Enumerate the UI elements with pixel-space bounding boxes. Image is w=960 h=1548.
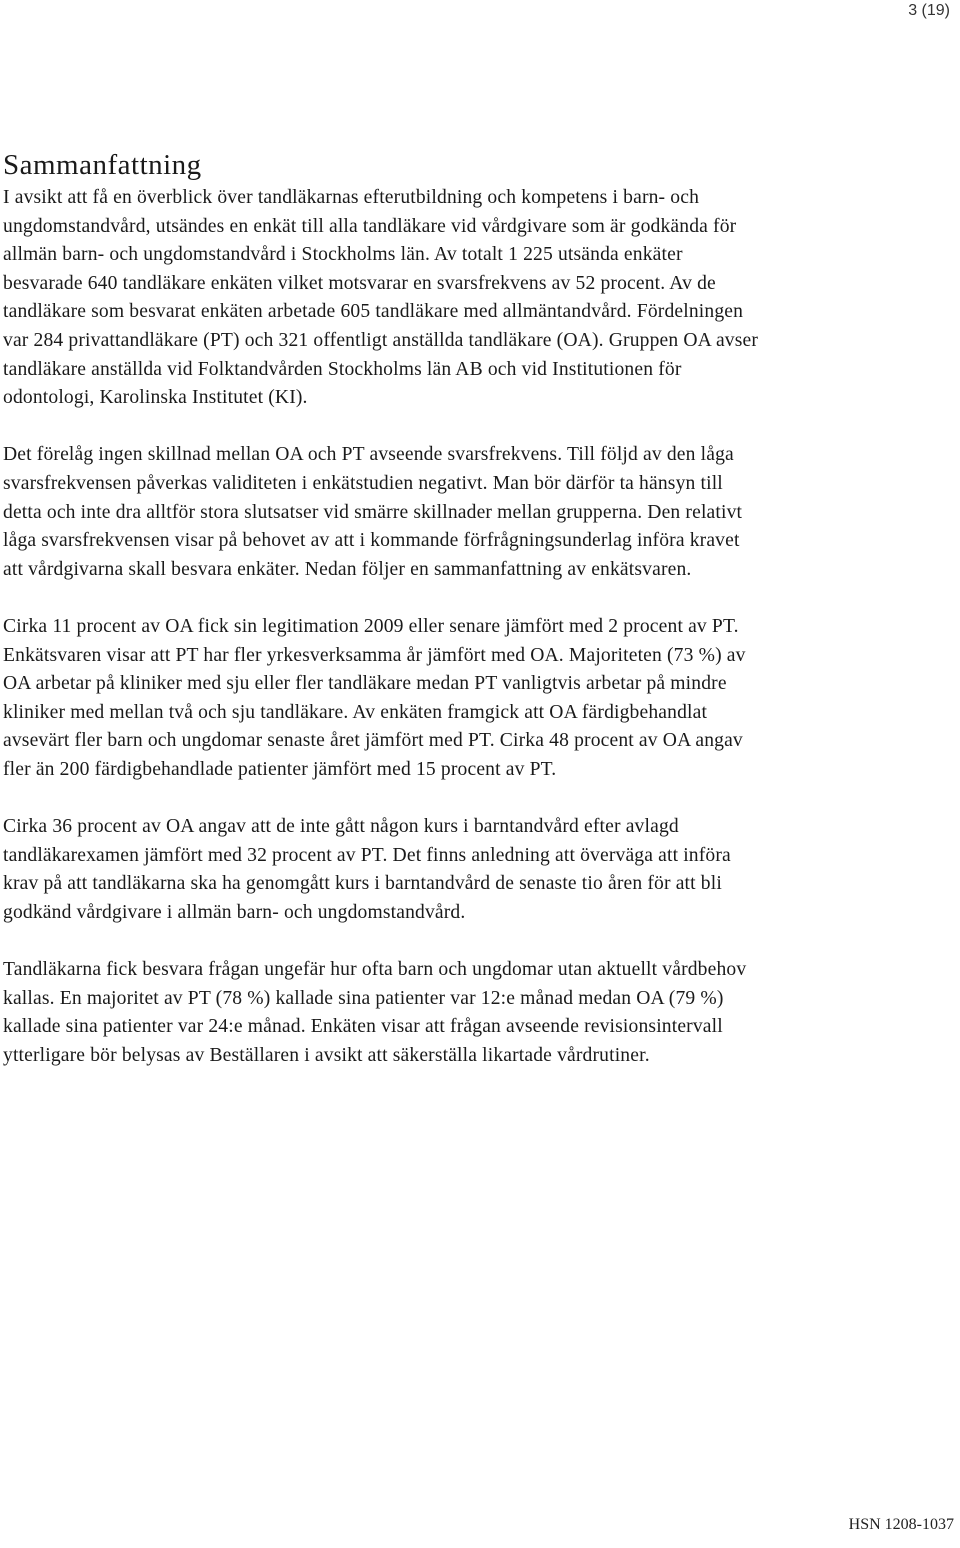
paragraph-response-rate: Det förelåg ingen skillnad mellan OA och PT avseende svarsfrekvens. Till följd av den låga svarsfrekvensen påverkas validiteten i enkätstudien negativt. Man bör därför ta hänsyn till detta och inte dra alltför stora slutsatser vid smärre skillnader mellan grupperna. Den relativt låga svarsfrekvensen visar på behovet av att i kommande förfrågningsunderlag införa kravet att vårdgivarna skall besvara enkäter. Nedan följer en sammanfattning av enkätsvaren. [3,444,743,580]
page-number: 3 (19) [908,2,950,19]
paragraph-recall-interval: Tandläkarna fick besvara frågan ungefär hur ofta barn och ungdomar utan aktuellt vårdbehov kallas. En majoritet av PT (78 %) kallade sina patienter var 12:e månad medan OA (79 %) kallade sina patienter var 24:e månad. Enkäten visar att frågan avseende revisionsintervall ytterligare bör belysas av Beställaren i avsikt att säkerställa likartade vårdrutiner. [3,959,747,1066]
paragraph-experience: Cirka 11 procent av OA fick sin legitimation 2009 eller senare jämfört med 2 procent av PT. Enkätsvaren visar att PT har fler yrkesverksamma år jämfört med OA. Majoriteten (73 %) av OA arbetar på kliniker med sju eller fler tandläkare medan PT vanligtvis arbetar på mindre kliniker med mellan två och sju tandläkare. Av enkäten framgick att OA färdigbehandlat avsevärt fler barn och ungdomar senaste året jämfört med PT. Cirka 48 procent av OA angav fler än 200 färdigbehandlade patienter jämfört med 15 procent av PT. [3,615,746,780]
document-body [3,146,763,1099]
document-code: HSN 1208-1037 [848,1516,954,1533]
section-title: Sammanfattning [3,149,202,181]
paragraph-courses: Cirka 36 procent av OA angav att de inte gått någon kurs i barntandvård efter avlagd tandläkarexamen jämfört med 32 procent av PT. Det finns anledning att överväga att införa krav på att tandläkarna ska ha genomgått kurs i barntandvård de senaste tio åren för att bli godkänd vårdgivare i allmän barn- och ungdomstandvård. [3,816,731,923]
paragraph-intro: I avsikt att få en överblick över tandläkarnas efterutbildning och kompetens i barn- och ungdomstandvård, utsändes en enkät till alla tandläkare vid vårdgivare som är godkända för allmän barn- och ungdomstandvård i Stockholms län. Av totalt 1 225 utsända enkäter besvarade 640 tandläkare enkäten vilket motsvarar en svarsfrekvens av 52 procent. Av de tandläkare som besvarat enkäten arbetade 605 tandläkare med allmäntandvård. Fördelningen var 284 privattandläkare (PT) och 321 offentligt anställda tandläkare (OA). Gruppen OA avser tandläkare anställda vid Folktandvården Stockholms län AB och vid Institutionen för odontologi, Karolinska Institutet (KI). [3,187,759,409]
